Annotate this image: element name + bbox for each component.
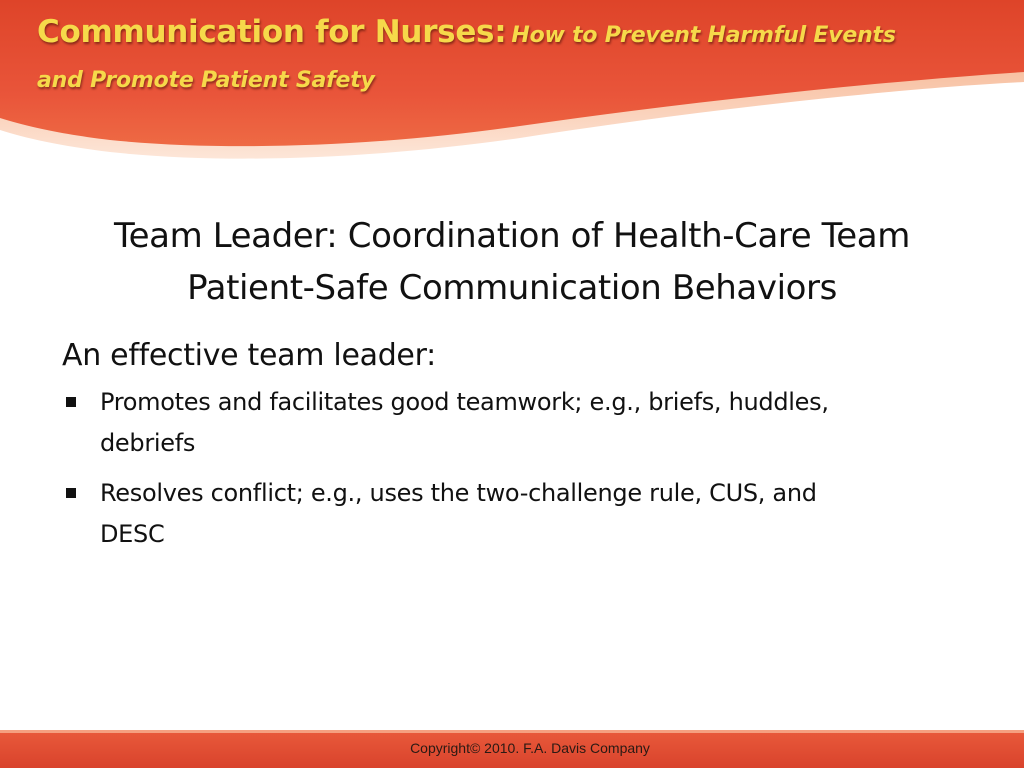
bullet-text-line1: Resolves conflict; e.g., uses the two-challenge rule, CUS, and: [100, 479, 817, 507]
lead-text: An effective team leader:: [62, 338, 436, 373]
bullet-item: [62, 473, 972, 555]
slide-heading-line1: Team Leader: Coordination of Health-Care Team: [114, 216, 910, 256]
title-main: Communication for Nurses:: [37, 14, 507, 50]
slide-content: [62, 334, 972, 564]
square-bullet-icon: [66, 488, 76, 498]
bullet-text-line2: debriefs: [100, 429, 196, 457]
presentation-title: [37, 10, 997, 104]
title-subtitle-line1: How to Prevent Harmful Events: [511, 23, 896, 48]
bullet-text-line2: DESC: [100, 520, 165, 548]
bullet-text-line1: Promotes and facilitates good teamwork; e.g., briefs, huddles,: [100, 388, 829, 416]
slide-heading-line2: Patient-Safe Communication Behaviors: [187, 268, 837, 308]
bullet-item: [62, 382, 972, 464]
square-bullet-icon: [66, 397, 76, 407]
title-subtitle-line2: and Promote Patient Safety: [37, 68, 375, 93]
copyright-text: Copyright© 2010. F.A. Davis Company: [410, 740, 650, 756]
slide-heading: [0, 210, 1024, 314]
bullet-list: [62, 382, 972, 555]
footer-highlight: [0, 730, 1024, 733]
